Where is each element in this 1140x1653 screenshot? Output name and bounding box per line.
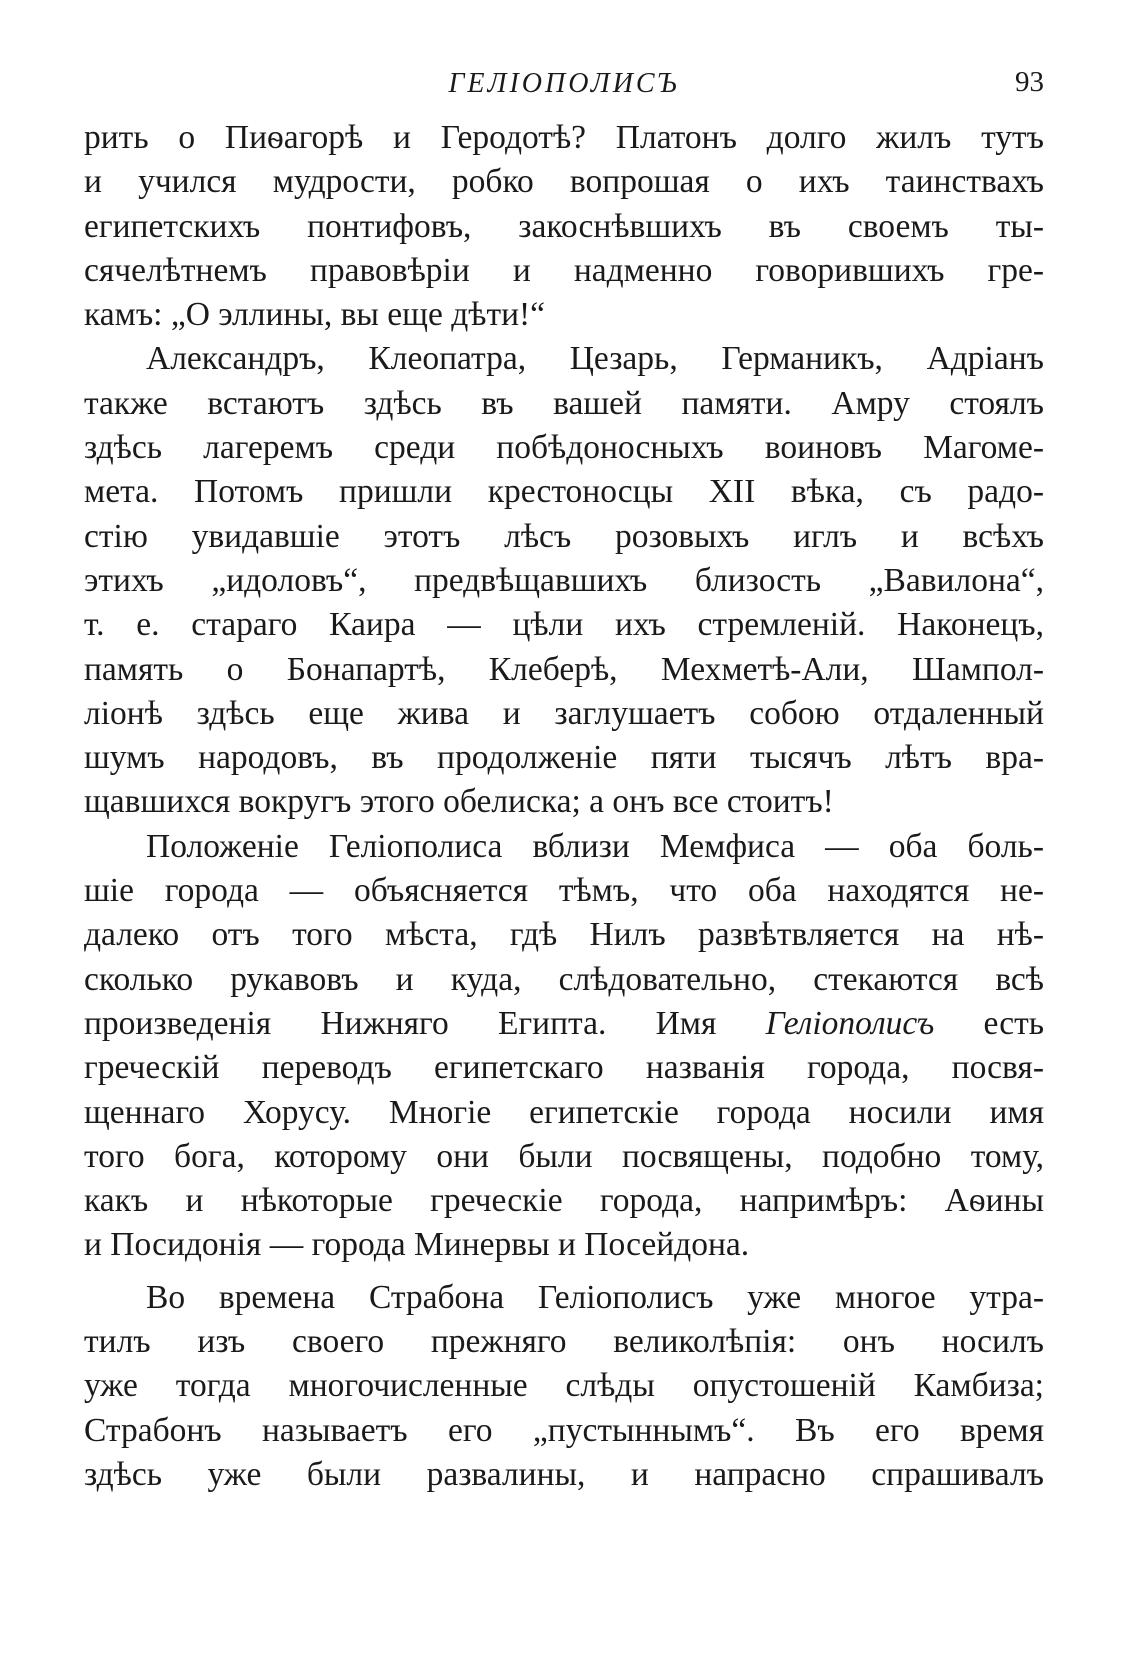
text-line: т. е. стараго Каира — цѣли ихъ стремленій. Наконецъ, [84, 606, 1044, 644]
text-run: произведенія Нижняго Египта. Имя [84, 1004, 717, 1042]
text-line: Во времена Страбона Геліополисъ уже многое утра- [146, 1278, 1044, 1316]
text-line: здѣсь лагеремъ среди побѣдоносныхъ воиновъ Магоме- [84, 429, 1044, 467]
text-line: рить о Пиѳагорѣ и Геродотѣ? Платонъ долго жилъ тутъ [84, 119, 1044, 156]
paragraph-gap [84, 1268, 1044, 1276]
text-line: также встаютъ здѣсь въ вашей памяти. Амру стоялъ [84, 384, 1044, 422]
text-line: уже тогда многочисленные слѣды опустошеній Камбиза; [84, 1367, 1044, 1405]
paragraph-1 [84, 116, 1044, 337]
text-line: шумъ народовъ, въ продолженіе пяти тысячъ лѣтъ вра- [84, 739, 1044, 777]
text-line: камъ: „О эллины, вы еще дѣти!“ [84, 296, 546, 334]
body-text [84, 116, 1044, 1497]
text-line: здѣсь уже были развалины, и напрасно спрашивалъ [84, 1455, 1044, 1493]
text-line: далеко отъ того мѣста, гдѣ Нилъ развѣтвляется на нѣ- [84, 916, 1044, 954]
text-line: сячелѣтнемъ правовѣріи и надменно говорившихъ гре- [84, 251, 1044, 289]
text-line: сколько рукавовъ и куда, слѣдовательно, стекаются всѣ [84, 960, 1044, 998]
page-number: 93 [1015, 66, 1044, 98]
text-run: есть [983, 1004, 1045, 1042]
page-header [84, 62, 1044, 116]
text-line: ліонѣ здѣсь еще жива и заглушаетъ собою отдаленный [84, 694, 1044, 732]
text-line: Положеніе Геліополиса вблизи Мемфиса — оба боль- [146, 827, 1044, 865]
text-line: и учился мудрости, робко вопрошая о ихъ таинствахъ [84, 163, 1044, 201]
text-line: египетскихъ понтифовъ, закоснѣвшихъ въ своемъ ты- [84, 207, 1044, 245]
text-line: греческій переводъ египетскаго названія города, посвя- [84, 1049, 1044, 1087]
paragraph-3 [84, 825, 1044, 1268]
text-line: этихъ „идоловъ“, предвѣщавшихъ близость „Вавилона“, [84, 561, 1044, 599]
text-line: стію увидавшіе этотъ лѣсъ розовыхъ иглъ и всѣхъ [84, 517, 1044, 555]
text-line: память о Бонапартѣ, Клеберѣ, Мехметѣ-Али, Шампол- [84, 650, 1044, 688]
text-line: шіе города — объясняется тѣмъ, что оба находятся не- [84, 872, 1044, 910]
paragraph-2 [84, 337, 1044, 824]
paragraph-4 [84, 1276, 1044, 1497]
text-line: того бога, которому они были посвящены, подобно тому, [84, 1137, 1044, 1175]
text-line: щеннаго Хорусу. Многіе египетскіе города носили имя [84, 1093, 1044, 1131]
text-line: и Посидонія — города Минервы и Посейдона. [84, 1226, 750, 1264]
text-line: Александръ, Клеопатра, Цезарь, Германикъ, Адріанъ [146, 340, 1044, 378]
text-line: мета. Потомъ пришли крестоносцы XII вѣка, съ радо- [84, 473, 1044, 511]
book-page [84, 62, 1044, 1497]
text-line-with-emphasis [84, 1002, 1044, 1046]
running-title: ГЕЛІОПОЛИСЪ [448, 68, 680, 99]
text-line: щавшихся вокругъ этого обелиска; а онъ все стоитъ! [84, 783, 834, 821]
text-line: тилъ изъ своего прежняго великолѣпія: онъ носилъ [84, 1323, 1044, 1361]
text-line: Страбонъ называетъ его „пустыннымъ“. Въ его время [84, 1411, 1044, 1449]
text-line: какъ и нѣкоторые греческіе города, напримѣръ: Аѳины [84, 1182, 1044, 1220]
emphasized-term: Геліополисъ [765, 1004, 935, 1042]
